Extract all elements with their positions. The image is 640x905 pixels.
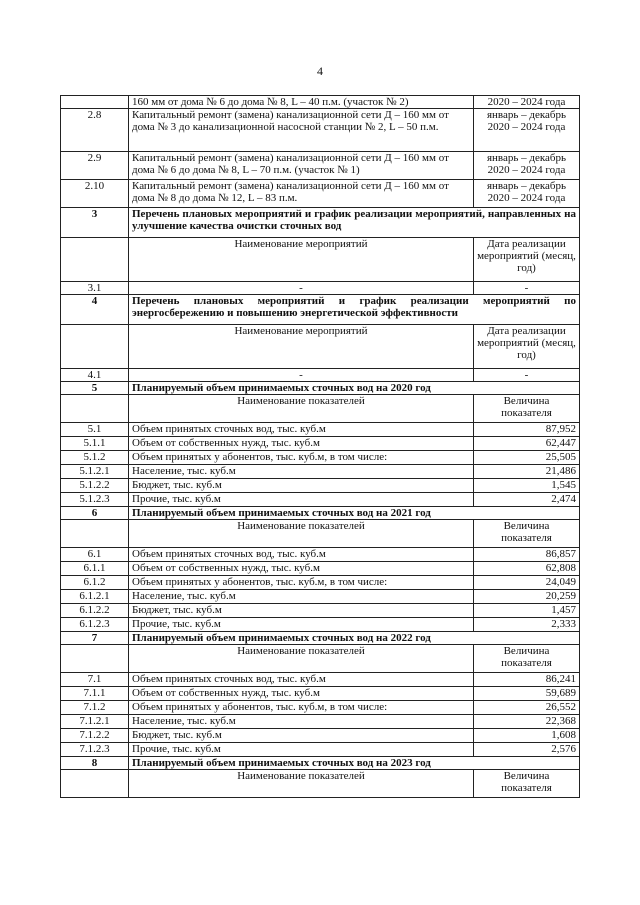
section-title: Планируемый объем принимаемых сточных вод на 2022 год (129, 632, 580, 645)
row-number: 5.1.2.1 (61, 465, 129, 479)
row-number: 6.1.2.2 (61, 604, 129, 618)
section-row (61, 382, 580, 395)
indicator-name: Объем от собственных нужд, тыс. куб.м (129, 437, 474, 451)
section-row (61, 632, 580, 645)
row-number: 2.10 (61, 180, 129, 208)
measure-name: 160 мм от дома № 6 до дома № 8, L – 40 п.м. (участок № 2) (129, 96, 474, 109)
row-number: 3.1 (61, 282, 129, 295)
indicator-value: 22,368 (474, 715, 580, 729)
measure-name: - (129, 282, 474, 295)
column-header-name: Наименование мероприятий (129, 325, 474, 369)
table-row (61, 673, 580, 687)
header-blank-cell (61, 395, 129, 423)
table-row (61, 548, 580, 562)
header-blank-cell (61, 325, 129, 369)
section-number: 3 (61, 208, 129, 238)
indicator-value: 26,552 (474, 701, 580, 715)
indicator-name: Бюджет, тыс. куб.м (129, 729, 474, 743)
row-number: 7.1.2 (61, 701, 129, 715)
indicator-value: 2,333 (474, 618, 580, 632)
column-header-row (61, 325, 580, 369)
section-title: Планируемый объем принимаемых сточных вод на 2023 год (129, 757, 580, 770)
indicator-name: Объем от собственных нужд, тыс. куб.м (129, 562, 474, 576)
table-row (61, 451, 580, 465)
section-number: 7 (61, 632, 129, 645)
indicator-value: 1,545 (474, 479, 580, 493)
table-row (61, 423, 580, 437)
indicator-name: Население, тыс. куб.м (129, 590, 474, 604)
row-number: 5.1.2.3 (61, 493, 129, 507)
measure-date: январь – декабрь 2020 – 2024 года (474, 109, 580, 152)
indicator-name: Прочие, тыс. куб.м (129, 493, 474, 507)
table-row (61, 369, 580, 382)
table-row (61, 465, 580, 479)
indicator-value: 62,808 (474, 562, 580, 576)
plan-table (60, 95, 580, 798)
indicator-value: 87,952 (474, 423, 580, 437)
section-row (61, 208, 580, 238)
header-blank-cell (61, 238, 129, 282)
indicator-value: 24,049 (474, 576, 580, 590)
indicator-name: Объем принятых у абонентов, тыс. куб.м, в том числе: (129, 576, 474, 590)
row-number: 5.1.2.2 (61, 479, 129, 493)
table-row (61, 604, 580, 618)
column-header-value: Дата реализации мероприятий (месяц, год) (474, 325, 580, 369)
row-number: 5.1.2 (61, 451, 129, 465)
indicator-value: 59,689 (474, 687, 580, 701)
measure-date: январь – декабрь 2020 – 2024 года (474, 180, 580, 208)
table-row (61, 618, 580, 632)
measure-name: Капитальный ремонт (замена) канализационной сети Д – 160 мм от дома № 3 до канализационной насосной станции № 2, L – 50 п.м. (129, 109, 474, 152)
indicator-value: 2,474 (474, 493, 580, 507)
section-row (61, 507, 580, 520)
measure-date: - (474, 282, 580, 295)
row-number: 7.1.2.3 (61, 743, 129, 757)
table-row (61, 109, 580, 152)
table-row (61, 562, 580, 576)
column-header-name: Наименование показателей (129, 645, 474, 673)
header-blank-cell (61, 520, 129, 548)
row-number: 5.1.1 (61, 437, 129, 451)
column-header-value: Величина показателя (474, 395, 580, 423)
column-header-value: Величина показателя (474, 770, 580, 798)
indicator-value: 2,576 (474, 743, 580, 757)
table-row (61, 701, 580, 715)
indicator-value: 86,857 (474, 548, 580, 562)
row-number: 7.1.2.1 (61, 715, 129, 729)
table-row (61, 715, 580, 729)
indicator-name: Бюджет, тыс. куб.м (129, 479, 474, 493)
indicator-name: Прочие, тыс. куб.м (129, 618, 474, 632)
column-header-name: Наименование показателей (129, 770, 474, 798)
column-header-value: Дата реализации мероприятий (месяц, год) (474, 238, 580, 282)
row-number: 2.9 (61, 152, 129, 180)
measure-date: январь – декабрь 2020 – 2024 года (474, 152, 580, 180)
table-row (61, 152, 580, 180)
indicator-value: 20,259 (474, 590, 580, 604)
indicator-value: 62,447 (474, 437, 580, 451)
measure-name: Капитальный ремонт (замена) канализационной сети Д – 160 мм от дома № 6 до дома № 8, L – 70 п.м. (участок № 1) (129, 152, 474, 180)
measure-name: Капитальный ремонт (замена) канализационной сети Д – 160 мм от дома № 8 до дома № 12, L – 83 п.м. (129, 180, 474, 208)
column-header-name: Наименование показателей (129, 520, 474, 548)
measure-name: - (129, 369, 474, 382)
row-number: 6.1.2.3 (61, 618, 129, 632)
column-header-row (61, 395, 580, 423)
section-title: Планируемый объем принимаемых сточных вод на 2020 год (129, 382, 580, 395)
row-number: 7.1.1 (61, 687, 129, 701)
column-header-row (61, 238, 580, 282)
measure-date: 2020 – 2024 года (474, 96, 580, 109)
table-row (61, 590, 580, 604)
indicator-name: Объем принятых сточных вод, тыс. куб.м (129, 423, 474, 437)
indicator-value: 21,486 (474, 465, 580, 479)
indicator-name: Объем от собственных нужд, тыс. куб.м (129, 687, 474, 701)
column-header-value: Величина показателя (474, 645, 580, 673)
row-number: 6.1.2.1 (61, 590, 129, 604)
column-header-name: Наименование мероприятий (129, 238, 474, 282)
table-row (61, 479, 580, 493)
section-title: Планируемый объем принимаемых сточных вод на 2021 год (129, 507, 580, 520)
row-number: 2.8 (61, 109, 129, 152)
table-row (61, 729, 580, 743)
indicator-value: 1,457 (474, 604, 580, 618)
column-header-value: Величина показателя (474, 520, 580, 548)
indicator-value: 86,241 (474, 673, 580, 687)
table-row (61, 282, 580, 295)
section-title: Перечень плановых мероприятий и график реализации мероприятий по энергосбережению и повышению энергетической эффективности (129, 295, 580, 325)
table-row (61, 743, 580, 757)
column-header-row (61, 520, 580, 548)
table-row (61, 180, 580, 208)
column-header-name: Наименование показателей (129, 395, 474, 423)
section-row (61, 757, 580, 770)
section-row (61, 295, 580, 325)
row-number: 6.1.1 (61, 562, 129, 576)
section-number: 8 (61, 757, 129, 770)
row-number: 7.1.2.2 (61, 729, 129, 743)
row-number: 7.1 (61, 673, 129, 687)
indicator-name: Объем принятых у абонентов, тыс. куб.м, в том числе: (129, 701, 474, 715)
section-number: 4 (61, 295, 129, 325)
table-row (61, 493, 580, 507)
measure-date: - (474, 369, 580, 382)
page-number: 4 (317, 64, 323, 78)
indicator-name: Население, тыс. куб.м (129, 465, 474, 479)
indicator-name: Население, тыс. куб.м (129, 715, 474, 729)
row-number: 6.1.2 (61, 576, 129, 590)
indicator-name: Объем принятых у абонентов, тыс. куб.м, в том числе: (129, 451, 474, 465)
row-number: 4.1 (61, 369, 129, 382)
row-number: 5.1 (61, 423, 129, 437)
table-row (61, 687, 580, 701)
row-number: 6.1 (61, 548, 129, 562)
column-header-row (61, 770, 580, 798)
column-header-row (61, 645, 580, 673)
table-row (61, 96, 580, 109)
indicator-value: 25,505 (474, 451, 580, 465)
section-title: Перечень плановых мероприятий и график реализации мероприятий, направленных на улучшение качества очистки сточных вод (129, 208, 580, 238)
indicator-name: Объем принятых сточных вод, тыс. куб.м (129, 548, 474, 562)
indicator-name: Объем принятых сточных вод, тыс. куб.м (129, 673, 474, 687)
table-row (61, 576, 580, 590)
row-number (61, 96, 129, 109)
header-blank-cell (61, 770, 129, 798)
header-blank-cell (61, 645, 129, 673)
section-number: 6 (61, 507, 129, 520)
indicator-name: Прочие, тыс. куб.м (129, 743, 474, 757)
indicator-value: 1,608 (474, 729, 580, 743)
table-row (61, 437, 580, 451)
indicator-name: Бюджет, тыс. куб.м (129, 604, 474, 618)
section-number: 5 (61, 382, 129, 395)
